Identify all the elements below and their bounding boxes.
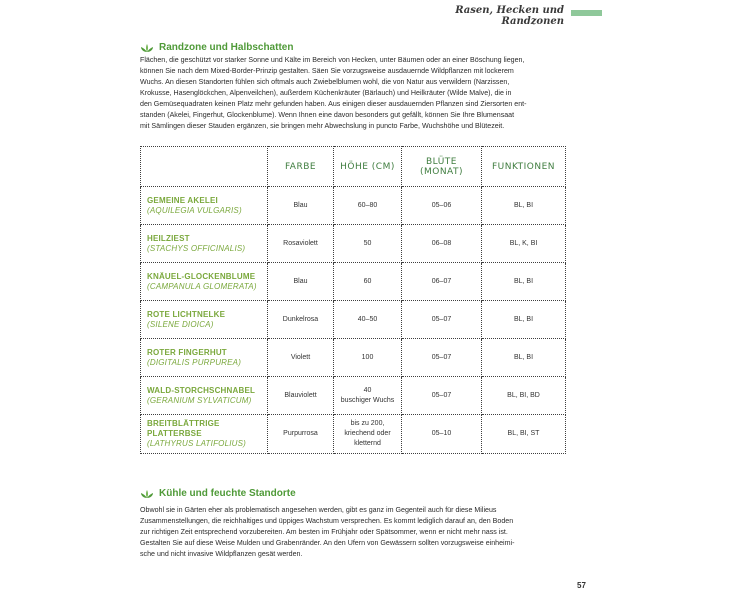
plant-latin-name: (CAMPANULA GLOMERATA)	[147, 281, 257, 291]
plant-common-name: ROTE LICHTNELKE	[147, 309, 226, 319]
plant-height-line: 100	[361, 353, 374, 361]
plant-height-cell	[334, 415, 402, 454]
section-heading-kuehle	[140, 488, 296, 499]
plant-bloom-cell: 06–07	[402, 263, 482, 301]
leaf-icon	[140, 43, 154, 53]
plant-color-cell: Blauviolett	[268, 377, 334, 415]
paragraph-line: Gestalten Sie auf diese Weise Mulden und Grabenränder. An den Ufern von Gewässern sollten vorzugsweise einheimi-	[140, 539, 515, 547]
plant-height-cell	[334, 187, 402, 225]
table-header-color: FARBE	[268, 147, 334, 187]
plant-name-cell	[141, 415, 268, 454]
plant-common-name: HEILZIEST	[147, 233, 190, 243]
leaf-icon	[140, 489, 154, 499]
plant-height-line: kriechend oder	[344, 430, 391, 437]
plant-bloom-cell: 06–08	[402, 225, 482, 263]
plant-height-cell	[334, 377, 402, 415]
paragraph-line: Krokusse, Hasenglöckchen, Alpenveilchen), außerdem Küchenkräuter (Bärlauch) und Heilkräuter (Wilde Malve), die in	[140, 89, 512, 97]
section-heading-randzone	[140, 42, 293, 53]
section-paragraph-kuehle	[140, 505, 565, 560]
plant-color-cell: Violett	[268, 339, 334, 377]
table-header-height: HÖHE (CM)	[334, 147, 402, 187]
plant-name-cell	[141, 263, 268, 301]
plant-table	[140, 146, 566, 454]
paragraph-line: Flächen, die geschützt vor starker Sonne und Kälte im Bereich von Hecken, unter Bäumen oder an einer Böschung liegen,	[140, 56, 525, 64]
paragraph-line: können Sie nach dem Mixed-Border-Prinzip gestalten. Säen Sie vorzugsweise ausdauernde Wildpflanzen mit lockerem	[140, 67, 514, 75]
table-row	[141, 415, 566, 454]
paragraph-line: zur richtigen Zeit entsprechend vorzubereiten. Am besten im Frühjahr oder Spätsommer, wenn er nicht mehr nass ist.	[140, 528, 508, 536]
plant-height-line: bis zu 200,	[350, 420, 385, 427]
table-row	[141, 225, 566, 263]
plant-height-line: 40–50	[357, 315, 378, 323]
plant-height-line: kletternd	[354, 440, 381, 447]
running-header-title: Rasen, Hecken und Randzonen	[455, 5, 564, 27]
plant-bloom-cell: 05–06	[402, 187, 482, 225]
plant-function-cell: BL, BI, BD	[482, 377, 566, 415]
plant-height-cell	[334, 225, 402, 263]
page-number: 57	[577, 581, 586, 590]
table-header-function: FUNKTIONEN	[482, 147, 566, 187]
paragraph-line: Obwohl sie in Gärten eher als problematisch angesehen werden, gibt es ganz im Gegenteil auch für diese Milieus	[140, 506, 497, 514]
plant-latin-name: (DIGITALIS PURPUREA)	[147, 357, 242, 367]
plant-color-cell: Purpurrosa	[268, 415, 334, 454]
plant-height-line: 60–80	[357, 201, 378, 209]
plant-common-name: KNÄUEL-GLOCKENBLUME	[147, 271, 256, 281]
plant-function-cell: BL, K, BI	[482, 225, 566, 263]
plant-color-cell: Blau	[268, 263, 334, 301]
plant-height-line: 40	[363, 386, 372, 394]
paragraph-line: sche und nicht invasive Wildpflanzen gesät werden.	[140, 550, 303, 558]
plant-height-cell	[334, 301, 402, 339]
plant-color-cell: Blau	[268, 187, 334, 225]
table-row	[141, 263, 566, 301]
section-paragraph-randzone	[140, 55, 565, 132]
plant-bloom-cell: 05–07	[402, 377, 482, 415]
plant-common-name: GEMEINE AKELEI	[147, 195, 218, 205]
table-row	[141, 187, 566, 225]
plant-color-cell: Rosaviolett	[268, 225, 334, 263]
table-row	[141, 377, 566, 415]
paragraph-line: Wuchs. An diesen Standorten fühlen sich oftmals auch Zwiebelblumen wohl, die von Natur aus verwildern (Narzissen,	[140, 78, 510, 86]
plant-bloom-cell: 05–10	[402, 415, 482, 454]
table-header-corner	[141, 147, 268, 187]
table-header-row	[141, 147, 566, 187]
plant-height-line: buschiger Wuchs	[340, 396, 395, 404]
plant-height-cell	[334, 339, 402, 377]
plant-function-cell: BL, BI	[482, 301, 566, 339]
plant-height-cell	[334, 263, 402, 301]
paragraph-line: standen (Akelei, Fingerhut, Glockenblume). Wenn Ihnen eine davon besonders gut gefällt, können Sie Ihre Blumensaat	[140, 111, 515, 119]
section-heading-text: Kühle und feuchte Standorte	[159, 488, 296, 499]
plant-name-cell	[141, 225, 268, 263]
paragraph-line: Zusammenstellungen, die reichhaltiges und üppiges Wachstum versprechen. Es kommt lediglich darauf an, den Boden	[140, 517, 514, 525]
plant-name-cell	[141, 377, 268, 415]
plant-common-name: ROTER FINGERHUT	[147, 347, 227, 357]
plant-latin-name: (GERANIUM SYLVATICUM)	[147, 395, 252, 405]
plant-bloom-cell: 05–07	[402, 339, 482, 377]
plant-function-cell: BL, BI	[482, 263, 566, 301]
plant-latin-name: (LATHYRUS LATIFOLIUS)	[147, 439, 247, 448]
plant-function-cell: BL, BI	[482, 339, 566, 377]
plant-name-cell	[141, 339, 268, 377]
paragraph-line: den Gemüsequadraten keinen Platz mehr gefunden haben. Aus einigen dieser ausdauernden Pflanzen sind Ziersorten ent-	[140, 100, 527, 108]
table-header-bloom-line1: BLÜTE	[425, 156, 457, 167]
plant-latin-name: (AQUILEGIA VULGARIS)	[147, 205, 242, 215]
table-row	[141, 301, 566, 339]
table-header-bloom-line2: (MONAT)	[419, 166, 464, 177]
plant-latin-name: (SILENE DIOICA)	[147, 319, 214, 329]
plant-common-name: BREITBLÄTTRIGE PLATTERBSE	[147, 419, 220, 438]
plant-bloom-cell: 05–07	[402, 301, 482, 339]
plant-latin-name: (STACHYS OFFICINALIS)	[147, 243, 246, 253]
paragraph-line: mit Sämlingen dieser Stauden ergänzen, sie bringen mehr Abwechslung in puncto Farbe, Wuchshöhe und Blütezeit.	[140, 122, 505, 130]
table-row	[141, 339, 566, 377]
section-heading-text: Randzone und Halbschatten	[159, 42, 294, 53]
plant-function-cell: BL, BI, ST	[482, 415, 566, 454]
table-header-bloom	[402, 147, 482, 187]
running-header-accent-bar	[571, 10, 602, 16]
plant-common-name: WALD-STORCHSCHNABEL	[147, 385, 256, 395]
plant-height-line: 50	[363, 239, 372, 247]
plant-name-cell	[141, 301, 268, 339]
plant-name-cell	[141, 187, 268, 225]
plant-height-line: 60	[363, 277, 372, 285]
plant-function-cell: BL, BI	[482, 187, 566, 225]
plant-color-cell: Dunkelrosa	[268, 301, 334, 339]
